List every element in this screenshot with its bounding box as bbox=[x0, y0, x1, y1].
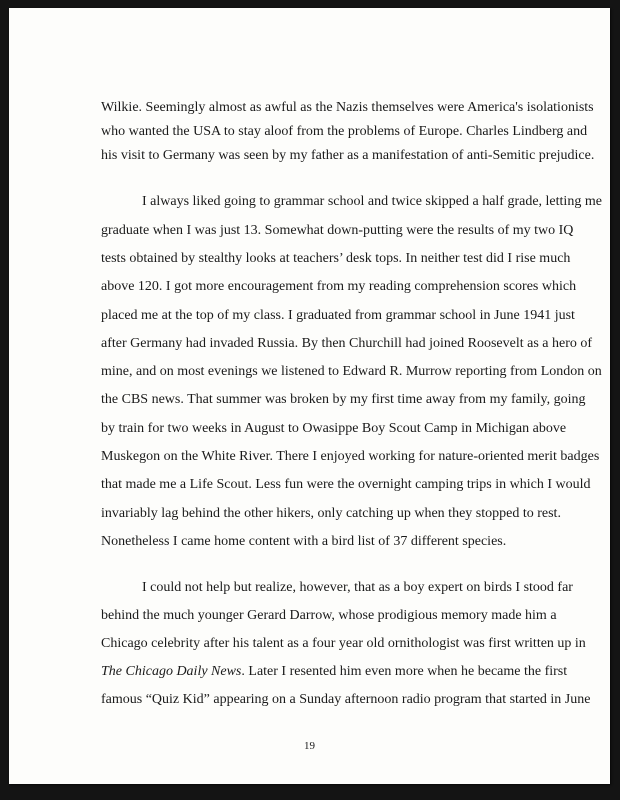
text-line: behind the much younger Gerard Darrow, whose prodigious memory made him a bbox=[101, 608, 557, 623]
text-line: mine, and on most evenings we listened to Edward R. Murrow reporting from London on bbox=[101, 364, 602, 379]
text-line: who wanted the USA to stay aloof from the problems of Europe. Charles Lindberg and bbox=[101, 124, 588, 139]
text-line: by train for two weeks in August to Owasippe Boy Scout Camp in Michigan above bbox=[101, 421, 567, 436]
text-line: his visit to Germany was seen by my father as a manifestation of anti-Semitic prejudice. bbox=[101, 148, 595, 163]
document-page bbox=[9, 8, 610, 784]
text-line: invariably lag behind the other hikers, only catching up when they stopped to rest. bbox=[101, 506, 561, 521]
text-line: Wilkie. Seemingly almost as awful as the Nazis themselves were America's isolationists bbox=[101, 100, 594, 115]
page-number: 19 bbox=[304, 740, 315, 752]
text-line: Muskegon on the White River. There I enjoyed working for nature-oriented merit badges bbox=[101, 449, 600, 464]
text-run: . Later I resented him even more when he became the first bbox=[241, 664, 568, 679]
text-line: graduate when I was just 13. Somewhat down-putting were the results of my two IQ bbox=[101, 223, 574, 238]
text-line: placed me at the top of my class. I graduated from grammar school in June 1941 just bbox=[101, 308, 575, 323]
text-line bbox=[101, 664, 568, 680]
text-line: I could not help but realize, however, that as a boy expert on birds I stood far bbox=[142, 580, 573, 595]
text-line: the CBS news. That summer was broken by my first time away from my family, going bbox=[101, 392, 586, 407]
text-line: above 120. I got more encouragement from my reading comprehension scores which bbox=[101, 279, 577, 294]
text-line: that made me a Life Scout. Less fun were the overnight camping trips in which I would bbox=[101, 477, 591, 492]
text-line: I always liked going to grammar school and twice skipped a half grade, letting me bbox=[142, 194, 602, 209]
newspaper-title: The Chicago Daily News bbox=[101, 664, 242, 679]
text-line: Chicago celebrity after his talent as a four year old ornithologist was first written up in bbox=[101, 636, 586, 651]
text-line: after Germany had invaded Russia. By then Churchill had joined Roosevelt as a hero of bbox=[101, 336, 593, 351]
text-line: famous “Quiz Kid” appearing on a Sunday afternoon radio program that started in June bbox=[101, 692, 591, 707]
text-line: tests obtained by stealthy looks at teachers’ desk tops. In neither test did I rise much bbox=[101, 251, 571, 266]
text-line: Nonetheless I came home content with a bird list of 37 different species. bbox=[101, 534, 507, 549]
